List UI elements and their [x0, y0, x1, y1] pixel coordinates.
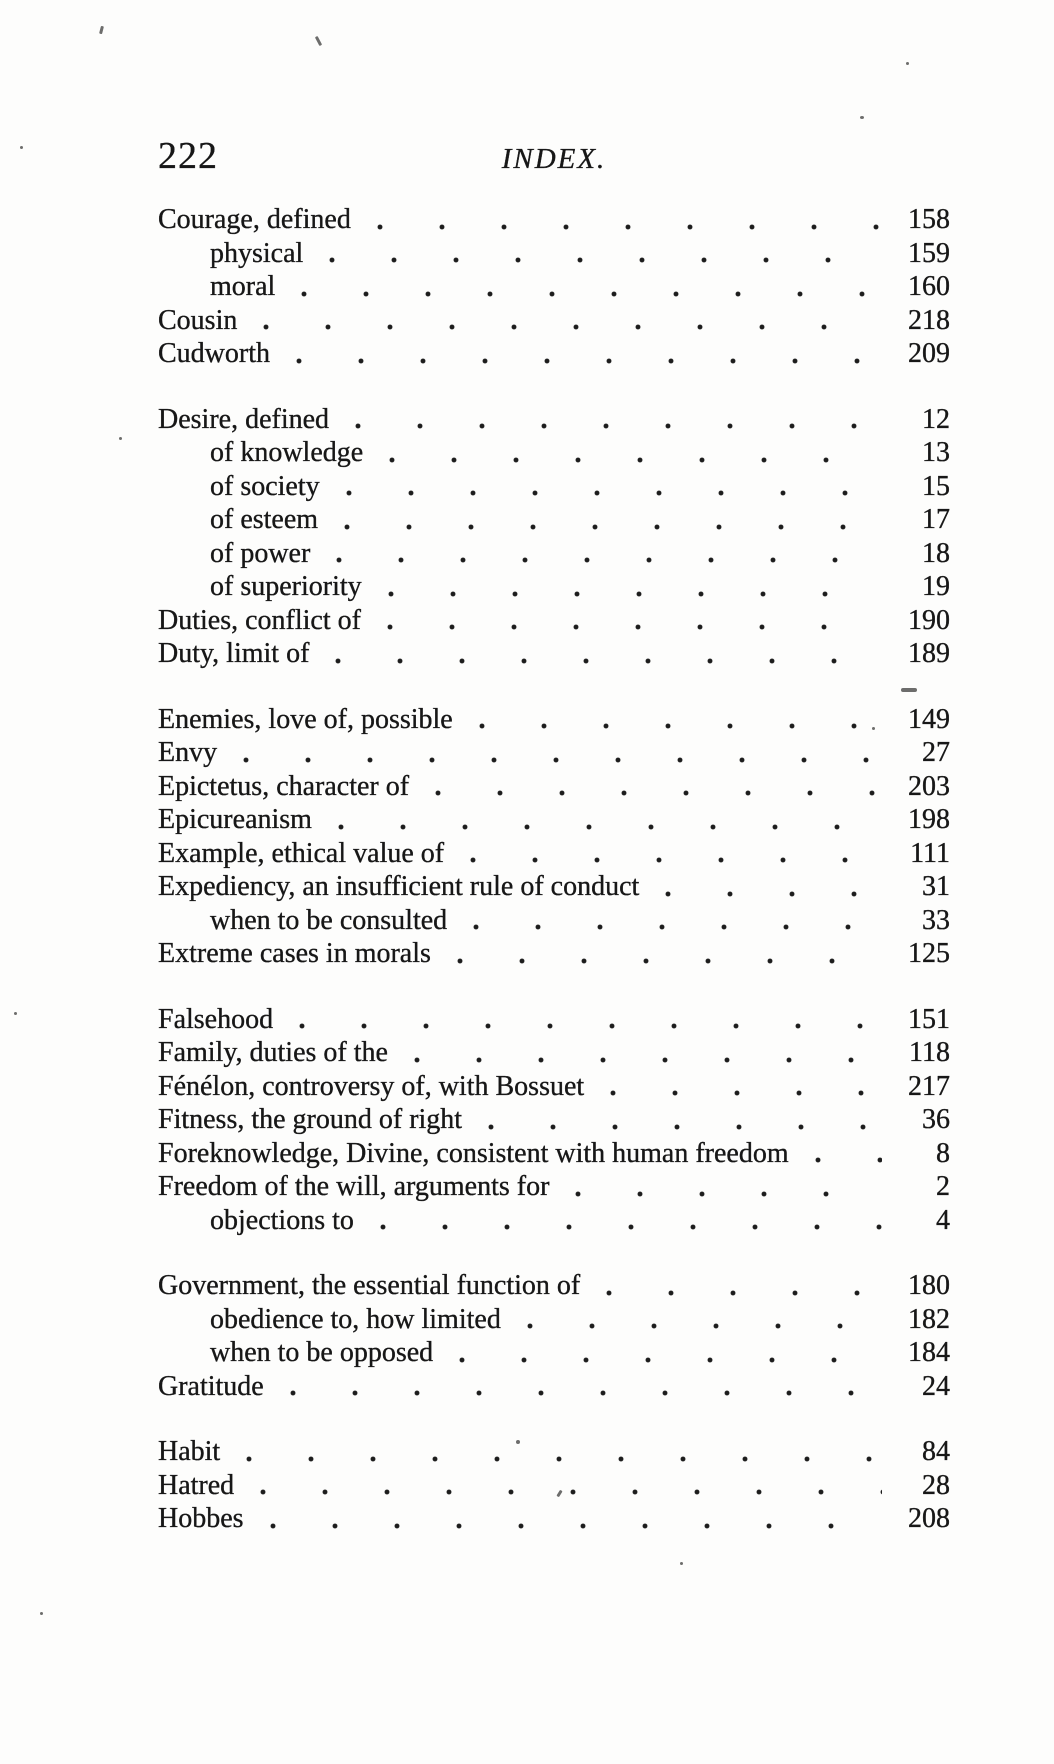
index-entry-row [158, 1270, 950, 1304]
entry-label: obedience to, how limited [210, 1303, 501, 1335]
entry-page-number: 111 [910, 837, 950, 869]
index-entry-row [158, 737, 950, 771]
entry-label: Courage, defined [158, 204, 351, 235]
dot-leader [361, 605, 882, 639]
dot-leader [363, 437, 882, 471]
entry-page-number: 182 [908, 1303, 950, 1335]
entry-page-number: 208 [908, 1503, 950, 1534]
dot-leader [501, 1304, 882, 1338]
index-section-C [158, 204, 950, 372]
dot-leader [312, 804, 882, 838]
entry-page-number: 180 [908, 1270, 950, 1301]
index-entry-row [158, 871, 950, 905]
entry-label: physical [210, 237, 304, 269]
dot-leader [447, 905, 882, 939]
index-section-F [158, 1004, 950, 1239]
entry-page-number: 217 [908, 1070, 950, 1102]
index-entry-row [158, 1503, 950, 1537]
entry-label: Desire, defined [158, 403, 330, 435]
index-entry-row [158, 471, 950, 505]
index-entry-row [158, 538, 950, 572]
dot-leader [789, 1138, 882, 1172]
entry-page-number: 31 [922, 871, 950, 902]
entry-page-number: 27 [922, 737, 950, 768]
dot-leader [549, 1171, 882, 1205]
index-entry-row [158, 804, 950, 838]
entry-label: Hatred [158, 1469, 235, 1501]
dot-leader [462, 1104, 882, 1138]
entry-label: Duties, conflict of [158, 604, 361, 636]
index-entry-row [158, 1205, 950, 1239]
entry-label: Epicureanism [158, 804, 312, 835]
entry-label: Hobbes [158, 1503, 244, 1534]
dot-leader [220, 1436, 882, 1470]
dot-leader [273, 1004, 882, 1038]
entry-label: Cousin [158, 304, 238, 336]
entry-label: of knowledge [210, 437, 364, 468]
entry-page-number: 33 [922, 904, 950, 936]
index-section-G [158, 1270, 950, 1404]
index-list [158, 204, 950, 1537]
entry-page-number: 19 [922, 571, 950, 602]
dot-leader [431, 938, 882, 972]
entry-label: Freedom of the will, arguments for [158, 1171, 550, 1202]
entry-page-number: 84 [922, 1436, 950, 1467]
dot-leader [244, 1503, 882, 1537]
entry-label: Fénélon, controversy of, with Bossuet [158, 1070, 585, 1102]
entry-page-number: 12 [922, 403, 950, 435]
entry-label: Expediency, an insufficient rule of conduct [158, 871, 640, 902]
dot-leader [237, 305, 882, 339]
index-entry-row [158, 271, 950, 305]
dot-leader [320, 471, 882, 505]
index-entry-row [158, 938, 950, 972]
entry-label: Epictetus, character of [158, 770, 410, 802]
entry-label: Envy [158, 737, 218, 768]
index-entry-row [158, 571, 950, 605]
scan-speckle [14, 1012, 17, 1015]
entry-label: objections to [210, 1204, 354, 1236]
entry-page-number: 159 [908, 237, 950, 269]
scan-speckle [680, 1562, 683, 1565]
entry-page-number: 13 [922, 437, 950, 468]
index-entry-row [158, 838, 950, 872]
scan-speckle [40, 1612, 43, 1615]
entry-page-number: 151 [908, 1003, 950, 1035]
index-entry-row [158, 1104, 950, 1138]
entry-page-number: 190 [908, 604, 950, 636]
entry-page-number: 15 [922, 470, 950, 502]
dot-leader [264, 1371, 882, 1405]
entry-label: Fitness, the ground of right [158, 1104, 463, 1135]
dot-leader [388, 1037, 882, 1071]
entry-label: Family, duties of the [158, 1037, 388, 1068]
entry-page-number: 4 [936, 1204, 950, 1236]
entry-page-number: 36 [922, 1104, 950, 1135]
index-entry-row [158, 771, 950, 805]
entry-page-number: 218 [908, 304, 950, 336]
dot-leader [453, 704, 882, 738]
entry-label: Gratitude [158, 1370, 264, 1402]
entry-page-number: 209 [908, 338, 950, 369]
entry-page-number: 24 [922, 1370, 950, 1402]
entry-label: Habit [158, 1436, 221, 1467]
dot-leader [584, 1071, 882, 1105]
entry-label: Government, the essential function of [158, 1270, 581, 1301]
index-entry-row [158, 905, 950, 939]
entry-page-number: 158 [908, 204, 950, 235]
entry-page-number: 203 [908, 770, 950, 802]
index-entry-row [158, 404, 950, 438]
dot-leader [409, 771, 882, 805]
entry-label: of society [210, 470, 320, 502]
entry-label: of esteem [210, 504, 319, 535]
entry-page-number: 17 [922, 504, 950, 535]
entry-page-number: 8 [936, 1137, 950, 1169]
index-entry-row [158, 638, 950, 672]
index-entry-row [158, 1371, 950, 1405]
dot-leader [217, 737, 882, 771]
entry-label: when to be opposed [210, 1337, 434, 1368]
index-entry-row [158, 238, 950, 272]
entry-page-number: 184 [908, 1337, 950, 1368]
index-entry-row [158, 1004, 950, 1038]
dot-leader [580, 1270, 882, 1304]
index-section-D [158, 404, 950, 672]
dot-leader [309, 638, 882, 672]
dot-leader [303, 238, 882, 272]
index-section-E [158, 704, 950, 972]
entry-label: Example, ethical value of [158, 837, 445, 869]
dot-leader [329, 404, 882, 438]
index-entry-row [158, 1071, 950, 1105]
dot-leader [275, 271, 882, 305]
entry-page-number: 125 [908, 938, 950, 969]
dot-leader [444, 838, 882, 872]
dot-leader [639, 871, 882, 905]
index-entry-row [158, 1337, 950, 1371]
running-title: INDEX. [501, 143, 607, 175]
index-entry-row [158, 1436, 950, 1470]
dot-leader [318, 504, 882, 538]
index-entry-row [158, 305, 950, 339]
dot-leader [270, 338, 882, 372]
dot-leader [433, 1337, 882, 1371]
entry-label: Foreknowledge, Divine, consistent with human freedom [158, 1137, 789, 1169]
dot-leader [354, 1205, 882, 1239]
page-folio: 222 [158, 135, 218, 177]
entry-label: Falsehood [158, 1003, 274, 1035]
index-entry-row [158, 1171, 950, 1205]
entry-label: of superiority [210, 571, 362, 602]
page-header [158, 136, 950, 184]
scan-speckle [99, 26, 104, 34]
dot-leader [310, 538, 882, 572]
entry-label: Enemies, love of, possible [158, 703, 453, 735]
page-body [158, 0, 950, 1537]
entry-page-number: 160 [908, 271, 950, 302]
entry-label: of power [210, 537, 311, 569]
entry-page-number: 149 [908, 703, 950, 735]
dot-leader [234, 1470, 882, 1504]
dot-leader [362, 571, 882, 605]
entry-label: Duty, limit of [158, 638, 310, 669]
entry-page-number: 18 [922, 537, 950, 569]
entry-label: Extreme cases in morals [158, 938, 431, 969]
entry-page-number: 198 [908, 804, 950, 835]
index-entry-row [158, 1304, 950, 1338]
entry-page-number: 2 [936, 1171, 950, 1202]
scan-speckle [119, 437, 122, 440]
entry-page-number: 118 [909, 1037, 950, 1068]
scan-speckle [20, 146, 23, 149]
index-entry-row [158, 605, 950, 639]
index-entry-row [158, 1470, 950, 1504]
index-entry-row [158, 204, 950, 238]
index-entry-row [158, 1138, 950, 1172]
entry-page-number: 28 [922, 1469, 950, 1501]
index-entry-row [158, 704, 950, 738]
dot-leader [351, 204, 882, 238]
index-entry-row [158, 504, 950, 538]
index-entry-row [158, 1037, 950, 1071]
entry-label: when to be consulted [210, 904, 448, 936]
entry-label: Cudworth [158, 338, 270, 369]
index-section-H [158, 1436, 950, 1537]
index-entry-row [158, 338, 950, 372]
index-entry-row [158, 437, 950, 471]
entry-label: moral [210, 271, 276, 302]
entry-page-number: 189 [908, 638, 950, 669]
